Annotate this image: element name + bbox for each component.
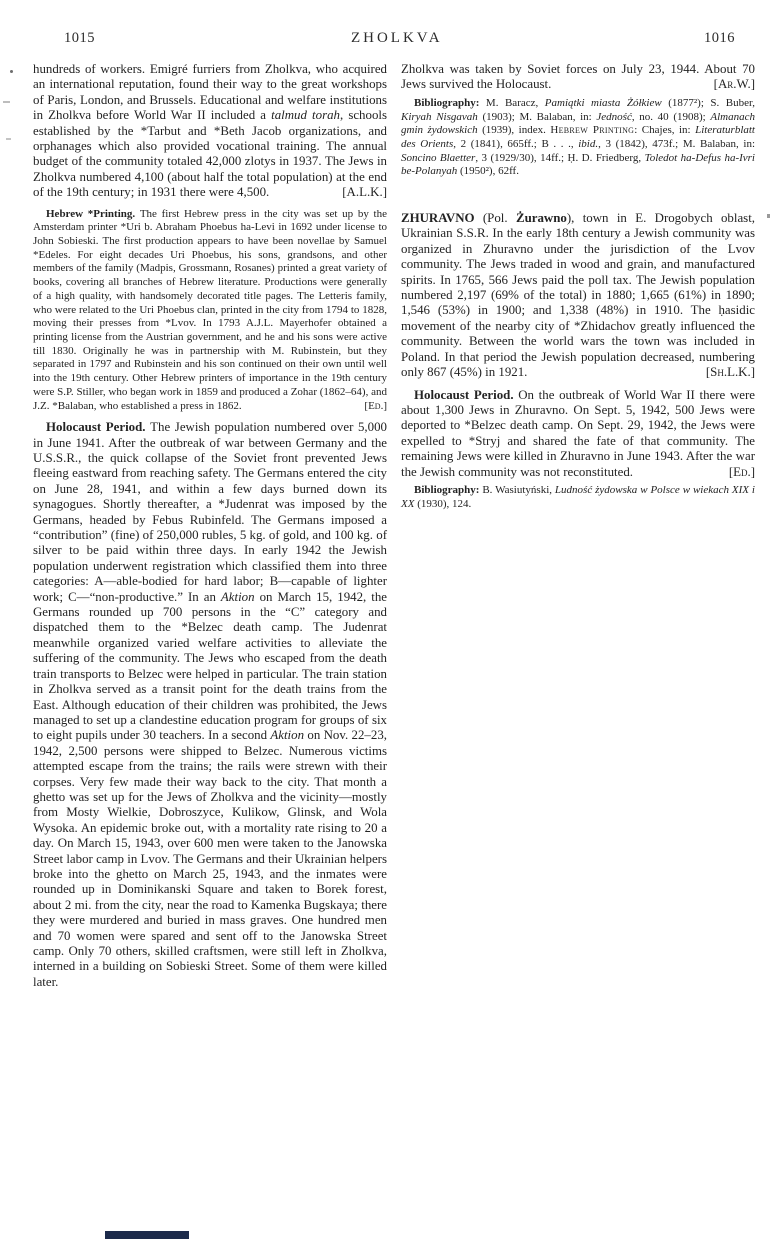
text-run: ZHURAVNO [401,211,475,226]
scan-speck [6,138,11,140]
column-right [401,62,755,990]
text-run: Almanach gmin żydowskich [401,110,755,137]
text-run: Bibliography: [414,96,486,109]
page-title: ZHOLKVA [350,30,443,46]
zhuravno-holocaust-period-section [401,388,755,480]
text-run: : Chajes, in: [634,124,696,137]
text-run: Holocaust Period. [46,420,151,435]
page-number-right: 1016 [704,30,735,46]
text-run: , no. 40 (1908); [631,110,711,123]
text-run: (1877²); S. Buber, [661,96,755,109]
text-run: Kiryah Nisgavah [401,110,478,123]
text-run: (Pol. [474,211,516,226]
hebrew-printing-section [33,208,387,414]
author-signature: [Ar.W.] [713,77,755,92]
text-run: , 3 (1929/30), 14ff.; Ḥ. D. Friedberg, [475,151,645,164]
author-signature: [A.L.K.] [342,185,387,200]
text-run: Aktion [220,589,255,604]
text-run: Literaturblatt des Orients [401,124,755,150]
zhuravno-bibliography [401,484,755,511]
text-run: Jedność [596,110,632,123]
text-run: Hebrew Printing [550,124,635,137]
text-run: Pamiątki miasta Żółkiew [544,96,662,109]
text-run: , 3 (1842), 473f.; M. Balaban, in: [598,137,755,150]
text-run: (1950²), 62ff. [457,165,519,178]
author-signature: [Sh.L.K.] [705,365,755,380]
text-run: Ludność żydowska w Polsce w wiekach XIX i XX [401,483,755,510]
page-header [64,30,735,48]
zholkva-bibliography [401,97,755,179]
text-run: (1939), index. [477,124,551,137]
text-run: Żurawno [515,211,567,226]
text-run: (1930), 124. [414,497,472,510]
text-run: , schools established by the *Tarbut and *Beth Jacob organizations, and orphanages which also provided vocational training. The annual budget of the community totaled 42,000 zlotys in 1937. The Jews in Zholkva numbered 4,100 (about half the total population) at the end of the 19th century; in 1931 there were 4,500. [33,108,387,200]
text-run: On the outbreak of World War II there were about 1,300 Jews in Zhuravno. On Sept. 5, 1942, 500 Jews were deported to *Belzec death camp. On Sept. 29, 1942, the Jews were expelled to *Stryj and shared the fate of that community. The remaining Jews were killed in Zhuravno in June 1943. After the war the Jewish community was not reconstituted. [401,387,756,479]
text-run: Aktion [270,728,305,743]
scan-speck [3,101,10,103]
text-run: talmud torah [271,108,340,123]
text-run: (1903); M. Balaban, in: [477,110,597,123]
page-number-left: 1015 [64,30,95,46]
text-run: Soncino Blaetter [401,151,476,164]
zholkva-end-paragraph [401,62,755,93]
text-run: Holocaust Period. [414,387,519,402]
zholkva-continuation-paragraph [33,62,387,201]
text-run: The first Hebrew press in the city was set up by the Amsterdam printer *Uri b. Abraham Phoebus ha-Levi in 1692 under license to John Sobieski. The first production appears to have been novellae by Samuel *Edeles. For eight decades Uri Phoebus, his sons, grandsons, and other members of the family (Madpis, Grossmann, Rosanes) printed a great variety of books, covering all branches of Hebrew literature. Productions were generally of a high quality, with handsomely decorated title pages. The Letteris family, who were related to the Uri Phoebus clan, printed in the city from 1794 to 1828, moving their presses from *Lvov. In 1793 A.J.L. Mayerhofer obtained a printing license from the Austrian government, and he and his sons were active till 1830. Originally he was in partnership with M. Rubinstein, but they separated in 1797 and Rubinstein and his son continued on their own until well into the 19th century. Other Hebrew printers of importance in the 19th century were S.P. Stiller, who began work in 1859 and produced a Zohar (1862–64), and J.Z. *Balaban, who established a press in 1862. [33,207,387,412]
text-run: Bibliography: [414,483,483,496]
text-run: Zholkva was taken by Soviet forces on July 23, 1944. About 70 Jews survived the Holocaust. [401,62,755,92]
author-signature: [Ed.] [728,464,755,479]
text-run: ibid. [578,137,599,150]
text-columns [33,62,755,990]
text-run: B. Wasiutyński, [482,483,555,496]
text-run: Hebrew *Printing. [46,207,140,220]
text-run: on March 15, 1942, the Germans rounded up 700 persons in the “C” category and dispatched them to the *Belzec death camp. The Judenrat meanwhile organized varied welfare activities to alleviate the suffering of the community. The Jews who escaped from the death train transports to Belzec were helped in particular. The train station in Zholkva served as a transit point for the death trains from the East. Although education of their children was prohibited, the Jews managed to set up a clandestine education program for groups of six to eight pupils under 30 teachers. In a second [33,589,388,743]
text-run: M. Baracz, [485,96,545,109]
text-run: ), town in E. Drogobych oblast, Ukrainian S.S.R. In the early 18th century a Jewish community was organized in Zhuravno under the jurisdiction of the Lvov community. The Jews traded in wood and grain, and manufactured spirits. In 1765, 566 Jews paid the poll tax. The Jewish population numbered 2,197 (69% of the total) in 1880; 1,665 (61%) in 1890; 1,546 (53%) in 1900; and 1,338 (48%) in 1910. The ḥasidic movement of the nearby city of *Zhidachov greatly influenced the community. Between the world wars the town was included in Poland. In that period the Jewish population decreased, numbering only 867 (45%) in 1921. [401,211,755,380]
scan-speck [767,214,770,218]
scan-artifact-bar [105,1231,189,1239]
zholkva-holocaust-period-section [33,420,387,990]
text-run: on Nov. 22–23, 1942, 2,500 persons were shipped to Belzec. Numerous victims attempted escape from the trains; the rails were strewn with their corpses. Very few made their way back to the city. That month a ghetto was set up for the Jews of Zholkva and the vicinity—mostly from Mosty Wielkie, Dobroszyce, Kulikow, Glinsk, and Wola Wysoka. An epidemic broke out, with a mortality rate rising to 20 a day. On March 15, 1943, over 600 men were taken to the Janowska Street labor camp in Lvov. The Germans and their Ukrainian helpers broke into the ghetto on March 25, 1943, and the inmates were rounded up in Dominikanski Square and taken to Borek forest, about 2 mi. from the city, near the road to Kamenka Bugskaya; there they were murdered and buried in mass graves. One hundred men and 70 women were spared and sent off to the Janowska Street camp. Only 70 others, skilled craftsmen, were still left in Zholkva, interned in a building on Sobieski Street. Some of them were killed later. [33,728,387,989]
text-run: Toledot ha-Defus ha-Ivri be-Polanyah [401,151,755,178]
text-run: hundreds of workers. Emigré furriers from Zholkva, who acquired an international reputation, found their way to the great workshops of Paris, London, and Brussels. Educational and welfare institutions in Zholkva before World War II included a [33,62,387,123]
column-left [33,62,387,990]
author-signature: [Ed.] [364,399,387,412]
zhuravno-headword-paragraph [401,211,755,380]
text-run: The Jewish population numbered over 5,000 in June 1941. After the outbreak of war between Germany and the U.S.S.R., the quick collapse of the Soviet front prevented Jews fleeing eastward from reaching safety. The Germans entered the city on June 28, 1941, and within a few days burned down its synagogues. Shortly thereafter, a *Judenrat was imposed by the Germans, headed by Febus Rubinfeld. The Germans imposed a “contribution” (fine) of 250,000 rubles, 5 kg. of gold, and 100 kg. of silver to be paid within three days. In early 1942 the Jewish population underwent registration which classified them into three categories: A—able-bodied for hard labor; B—capable of lighter work; C—“non-productive.” In an [33,420,387,604]
text-run: , 2 (1841), 665ff.; B . . ., [453,137,579,150]
scan-speck [10,70,13,73]
